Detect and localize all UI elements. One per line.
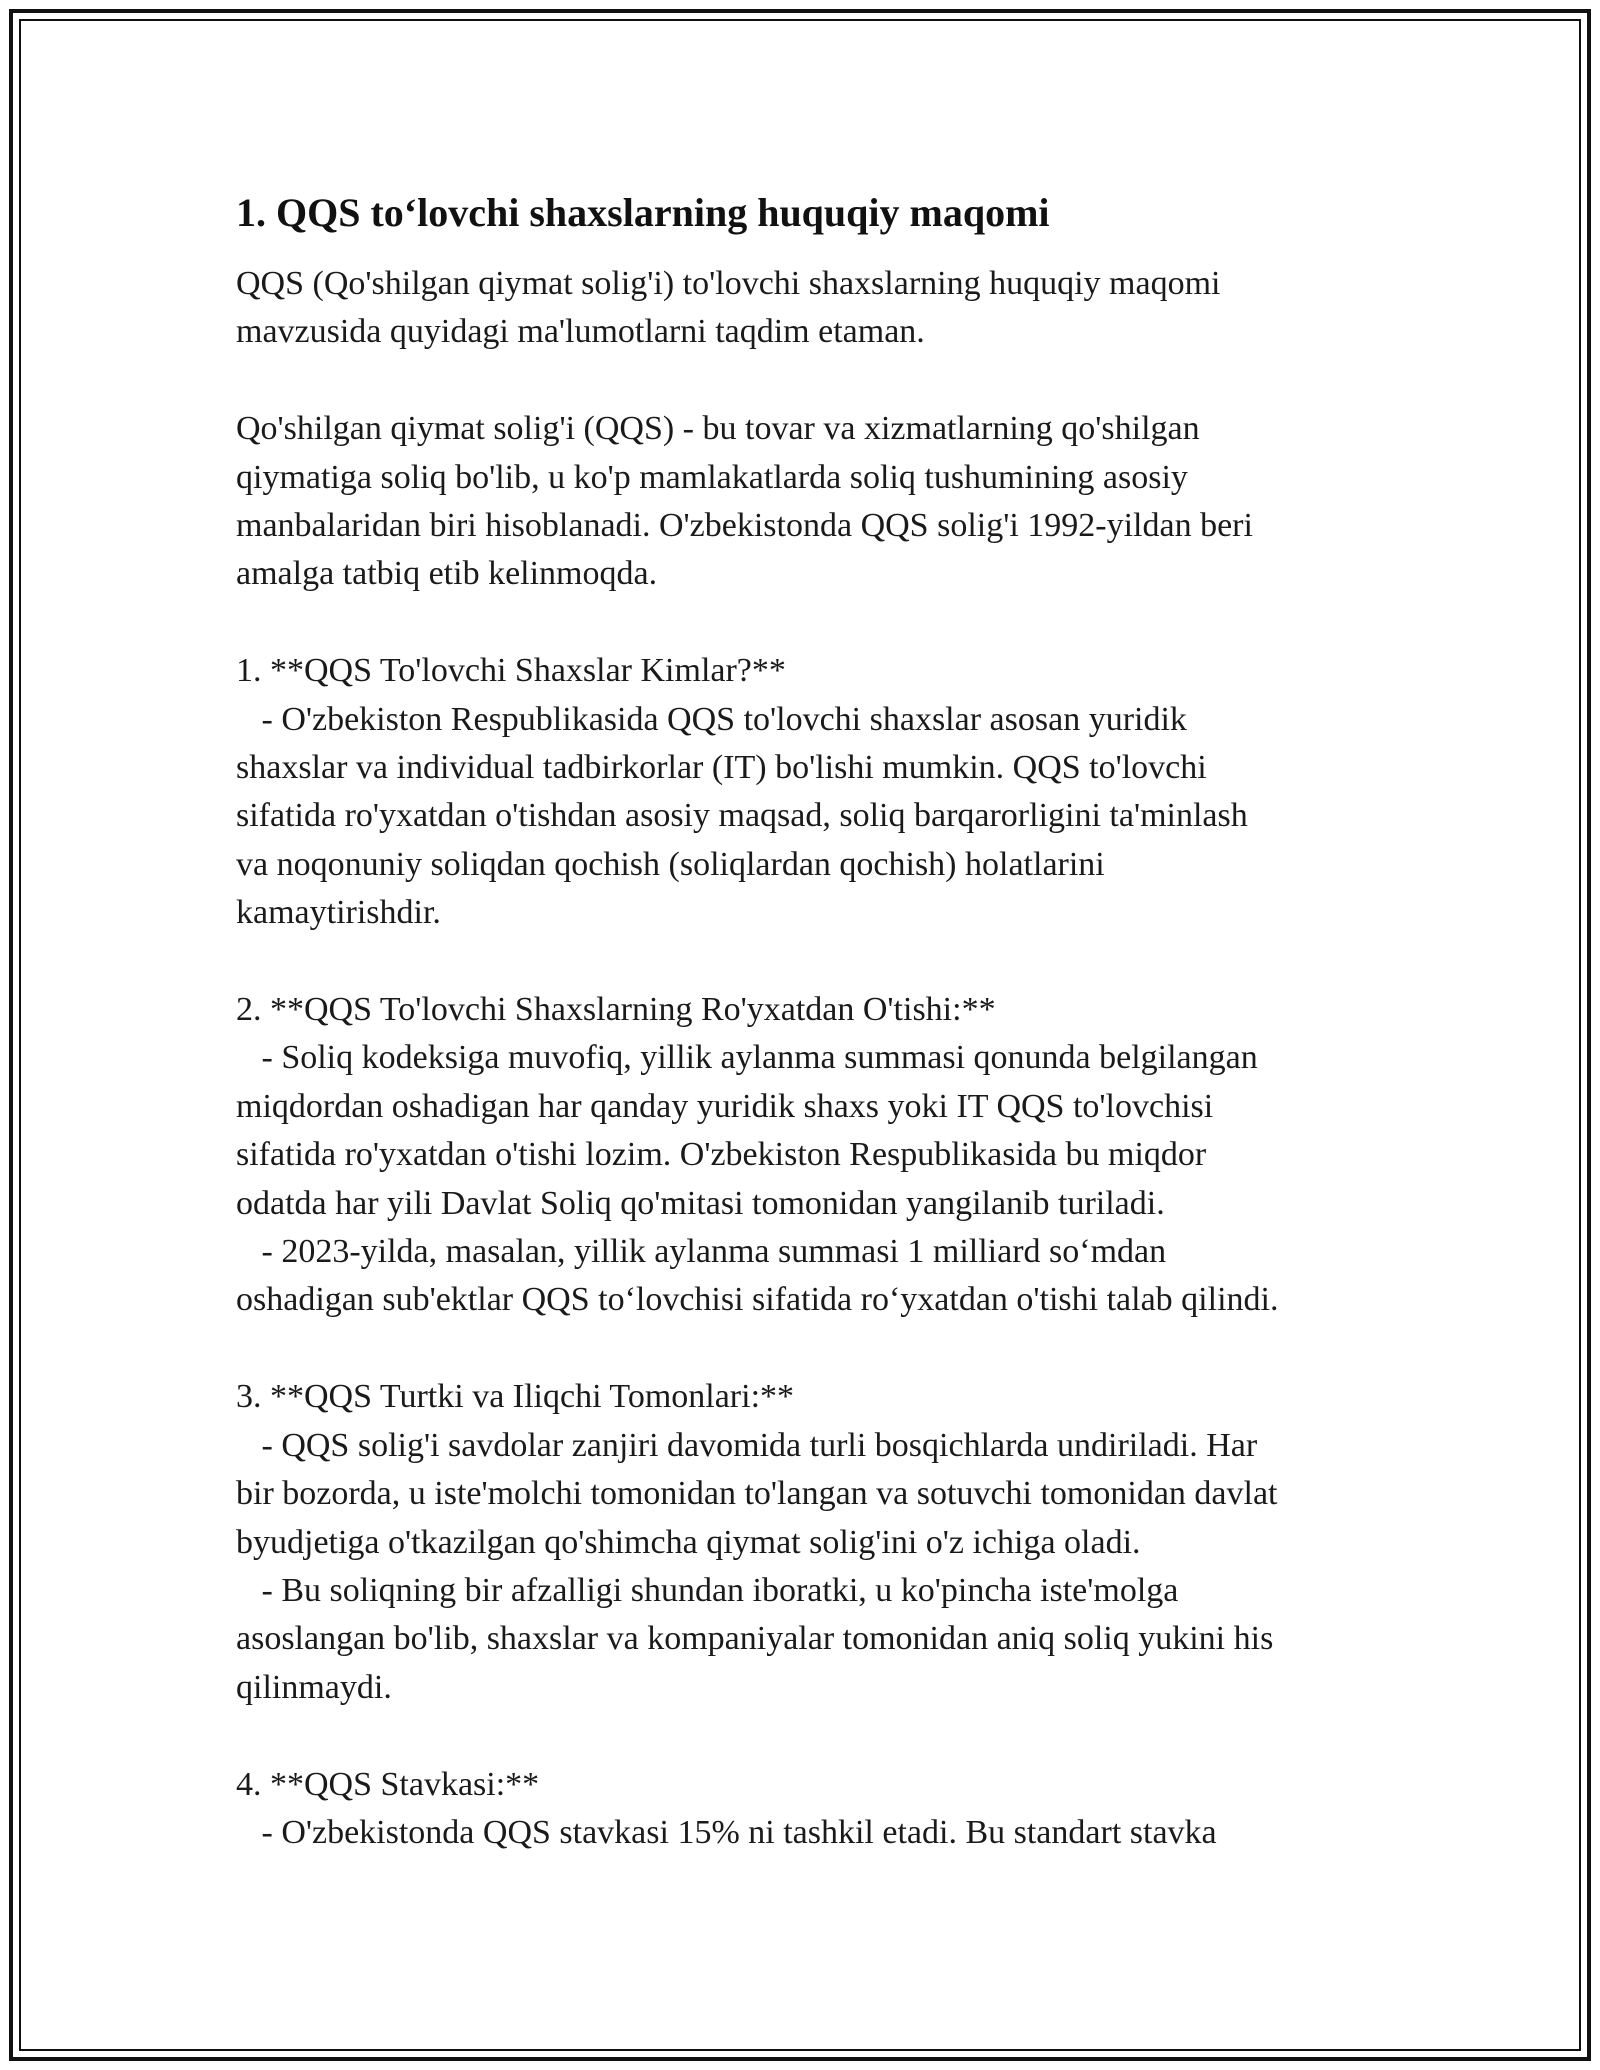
document-body: [236, 186, 1386, 1857]
paragraph-spacer: [236, 1712, 1386, 1760]
section-1-paragraph: 1. **QQS To'lovchi Shaxslar Kimlar?** - O'zbekiston Respublikasida QQS to'lovchi shaxslar asosan yuridik shaxslar va individual tadbirkorlar (IT) bo'lishi mumkin. QQS to'lovchi sifatida ro'yxatdan o'tishdan asosiy maqsad, soliq barqarorligini ta'minlash va noqonuniy soliqdan qochish (soliqlardan qochish) holatlarini kamaytirishdir.: [236, 652, 1248, 932]
paragraph-spacer: [236, 357, 1386, 405]
definition-paragraph: Qo'shilgan qiymat solig'i (QQS) - bu tovar va xizmatlarning qo'shilgan qiymatiga soliq bo'lib, u ko'p mamlakatlarda soliq tushumining asosiy manbalaridan biri hisoblanadi. O'zbekistonda QQS solig'i 1992-yildan beri amalga tatbiq etib kelinmoqda.: [236, 410, 1253, 593]
section-2-paragraph: 2. **QQS To'lovchi Shaxslarning Ro'yxatdan O'tishi:** - Soliq kodeksiga muvofiq, yillik aylanma summasi qonunda belgilangan miqdordan oshadigan har qanday yuridik shaxs yoki IT QQS to'lovchisi sifatida ro'yxatdan o'tishi lozim. O'zbekiston Respublikasida bu miqdor odatda har yili Davlat Soliq qo'mitasi tomonidan yangilanib turiladi. - 2023-yilda, masalan, yillik aylanma summasi 1 milliard so‘mdan oshadigan sub'ektlar QQS to‘lovchisi sifatida ro‘yxatdan o'tishi talab qilindi.: [236, 991, 1279, 1319]
paragraph-spacer: [236, 1325, 1386, 1373]
intro-paragraph: QQS (Qo'shilgan qiymat solig'i) to'lovchi shaxslarning huquqiy maqomi mavzusida quyidagi ma'lumotlarni taqdim etaman.: [236, 265, 1221, 351]
section-4-paragraph: 4. **QQS Stavkasi:** - O'zbekistonda QQS stavkasi 15% ni tashkil etadi. Bu standart stavka: [236, 1765, 1217, 1851]
paragraph-spacer: [236, 599, 1386, 647]
section-3-paragraph: 3. **QQS Turtki va Iliqchi Tomonlari:** - QQS solig'i savdolar zanjiri davomida turli bosqichlarda undiriladi. Har bir bozorda, u iste'molchi tomonidan to'langan va sotuvchi tomonidan davlat byudjetiga o'tkazilgan qo'shimcha qiymat solig'ini o'z ichiga oladi. - Bu soliqning bir afzalligi shundan iboratki, u ko'pincha iste'molga asoslangan bo'lib, shaxslar va kompaniyalar tomonidan aniq soliq yukini his qilinmaydi.: [236, 1378, 1278, 1706]
document-title: 1. QQS to‘lovchi shaxslarning huquqiy maqomi: [236, 190, 1050, 235]
paragraph-spacer: [236, 938, 1386, 986]
